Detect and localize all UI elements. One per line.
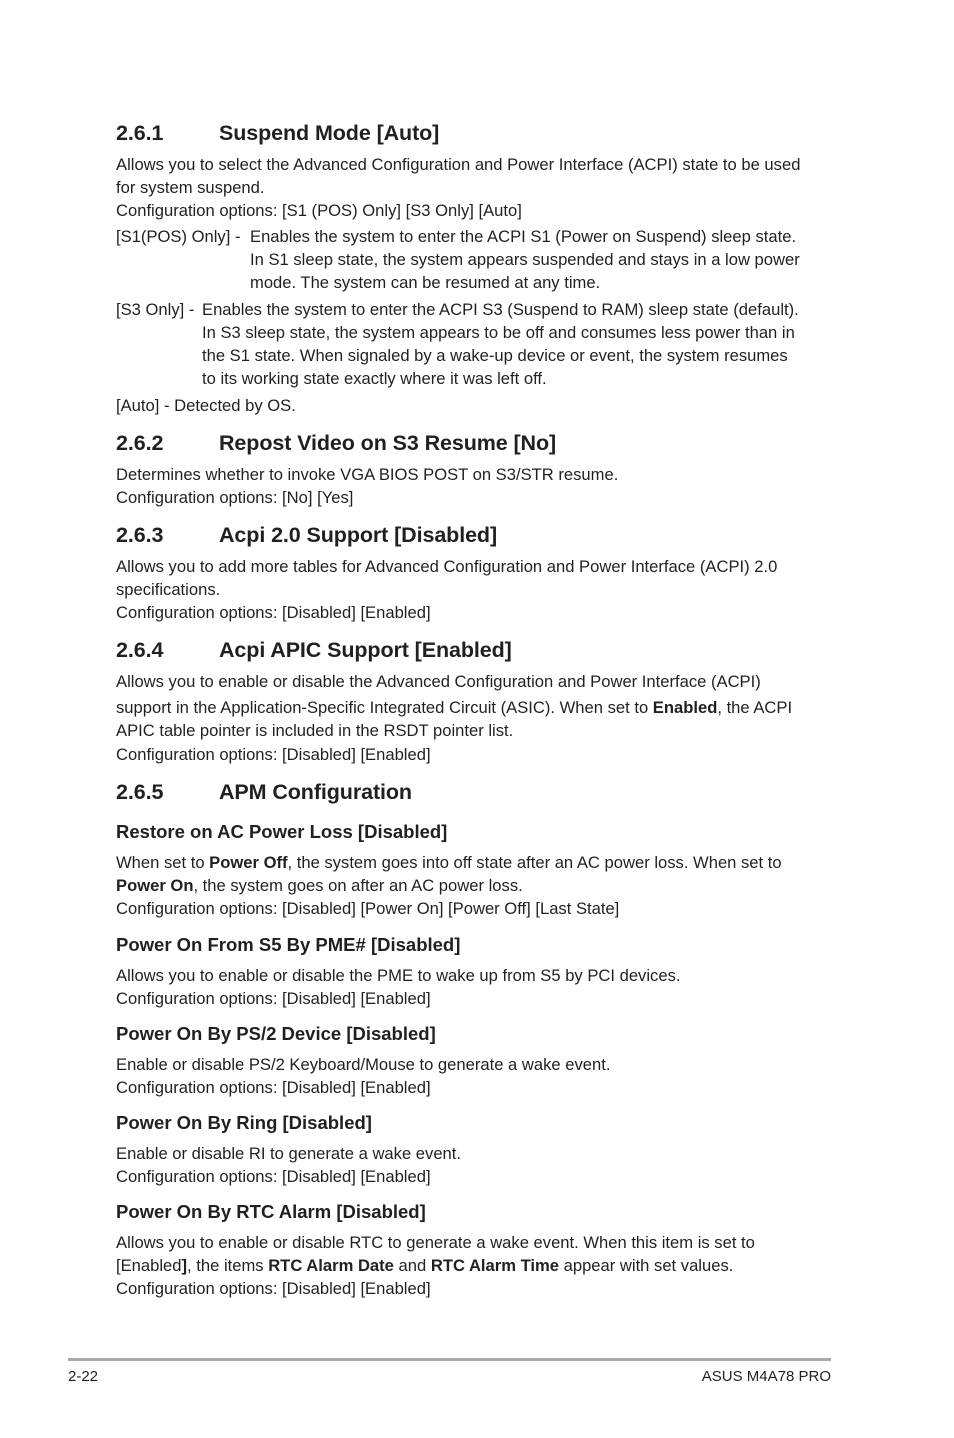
subheading-power-on-ring: Power On By Ring [Disabled]	[116, 1112, 372, 1133]
paragraph-line: Enable or disable RI to generate a wake event.	[116, 1144, 462, 1163]
definition-description	[202, 298, 799, 390]
section-title: APM Configuration	[219, 780, 412, 804]
definition-s3-only	[116, 298, 836, 390]
text-run: , the items	[187, 1256, 269, 1275]
paragraph-line: APIC table pointer is included in the RSDT pointer list.	[116, 721, 514, 740]
paragraph-line	[116, 1254, 733, 1277]
paragraph-line: Allows you to enable or disable the PME to wake up from S5 by PCI devices.	[116, 966, 681, 985]
config-options: Configuration options: [Disabled] [Enabled]	[116, 1279, 431, 1298]
section-number: 2.6.4	[116, 638, 164, 662]
description-line: the S1 state. When signaled by a wake-up device or event, the system resumes	[202, 346, 788, 365]
text-run: When set to	[116, 853, 210, 872]
paragraph-line	[116, 851, 782, 874]
config-options: Configuration options: [Disabled] [Enabled]	[116, 1078, 431, 1097]
paragraph-line: Enable or disable PS/2 Keyboard/Mouse to generate a wake event.	[116, 1055, 611, 1074]
definition-term: [S1(POS) Only] -	[116, 227, 241, 246]
emphasis-text: RTC Alarm Date	[268, 1256, 394, 1275]
description-line: mode. The system can be resumed at any time.	[250, 273, 601, 292]
definition-term: [S3 Only] -	[116, 300, 195, 319]
config-options: Configuration options: [No] [Yes]	[116, 488, 354, 507]
paragraph-line: Allows you to add more tables for Advanced Configuration and Power Interface (ACPI) 2.0	[116, 557, 778, 576]
emphasis-text: Enabled	[652, 698, 718, 717]
section-number: 2.6.1	[116, 121, 164, 145]
text-run: , the ACPI	[717, 698, 793, 717]
paragraph-line: Allows you to enable or disable RTC to generate a wake event. When this item is set to	[116, 1233, 755, 1252]
config-options: Configuration options: [Disabled] [Power On] [Power Off] [Last State]	[116, 899, 620, 918]
section-title: Acpi APIC Support [Enabled]	[219, 638, 512, 662]
emphasis-text: Power On	[116, 876, 194, 895]
paragraph-line: specifications.	[116, 580, 221, 599]
config-options: Configuration options: [Disabled] [Enabled]	[116, 745, 431, 764]
text-run: and	[393, 1256, 431, 1275]
emphasis-text: RTC Alarm Time	[430, 1256, 560, 1275]
section-title: Suspend Mode [Auto]	[219, 121, 440, 145]
section-heading-acpi-apic-support	[116, 638, 512, 663]
config-options: Configuration options: [Disabled] [Enabled]	[116, 603, 431, 622]
text-run: [Enabled	[116, 1256, 182, 1275]
section-title: Repost Video on S3 Resume [No]	[219, 431, 557, 455]
definition-description	[250, 225, 800, 294]
section-heading-apm-configuration	[116, 780, 412, 805]
text-run: support in the Application-Specific Integrated Circuit (ASIC). When set to	[116, 698, 653, 717]
subheading-restore-ac-power-loss: Restore on AC Power Loss [Disabled]	[116, 821, 448, 842]
section-number: 2.6.3	[116, 523, 164, 547]
paragraph-line: Determines whether to invoke VGA BIOS POST on S3/STR resume.	[116, 465, 619, 484]
emphasis-text: Power Off	[209, 853, 288, 872]
subheading-power-on-rtc-alarm: Power On By RTC Alarm [Disabled]	[116, 1201, 426, 1222]
section-title: Acpi 2.0 Support [Disabled]	[219, 523, 498, 547]
description-line: In S1 sleep state, the system appears suspended and stays in a low power	[250, 250, 800, 269]
section-number: 2.6.2	[116, 431, 164, 455]
paragraph-line: for system suspend.	[116, 178, 265, 197]
paragraph-line	[116, 874, 523, 897]
config-options: Configuration options: [Disabled] [Enabled]	[116, 1167, 431, 1186]
paragraph-line: Allows you to enable or disable the Advanced Configuration and Power Interface (ACPI)	[116, 672, 761, 691]
config-options: Configuration options: [Disabled] [Enabled]	[116, 989, 431, 1008]
subheading-power-on-pme: Power On From S5 By PME# [Disabled]	[116, 934, 461, 955]
section-number: 2.6.5	[116, 780, 164, 804]
definition-auto: [Auto] - Detected by OS.	[116, 396, 296, 415]
subheading-power-on-ps2: Power On By PS/2 Device [Disabled]	[116, 1023, 436, 1044]
config-options: Configuration options: [S1 (POS) Only] [S3 Only] [Auto]	[116, 201, 522, 220]
text-run: , the system goes on after an AC power loss.	[193, 876, 523, 895]
description-line: Enables the system to enter the ACPI S3 (Suspend to RAM) sleep state (default).	[202, 300, 799, 319]
section-heading-acpi-2-support	[116, 523, 497, 548]
page-number: 2-22	[68, 1368, 99, 1385]
emphasis-text: ]	[181, 1256, 188, 1275]
product-name: ASUS M4A78 PRO	[701, 1368, 831, 1385]
paragraph-line	[116, 696, 792, 719]
paragraph-line: Allows you to select the Advanced Configuration and Power Interface (ACPI) state to be used	[116, 155, 801, 174]
text-run: , the system goes into off state after an AC power loss. When set to	[287, 853, 782, 872]
definition-s1-pos	[116, 225, 836, 294]
description-line: Enables the system to enter the ACPI S1 (Power on Suspend) sleep state.	[250, 227, 797, 246]
text-run: appear with set values.	[559, 1256, 734, 1275]
section-heading-suspend-mode	[116, 121, 439, 146]
description-line: In S3 sleep state, the system appears to be off and consumes less power than in	[202, 323, 795, 342]
description-line: to its working state exactly where it was left off.	[202, 369, 547, 388]
footer-divider	[68, 1358, 831, 1361]
section-heading-repost-video	[116, 431, 556, 456]
